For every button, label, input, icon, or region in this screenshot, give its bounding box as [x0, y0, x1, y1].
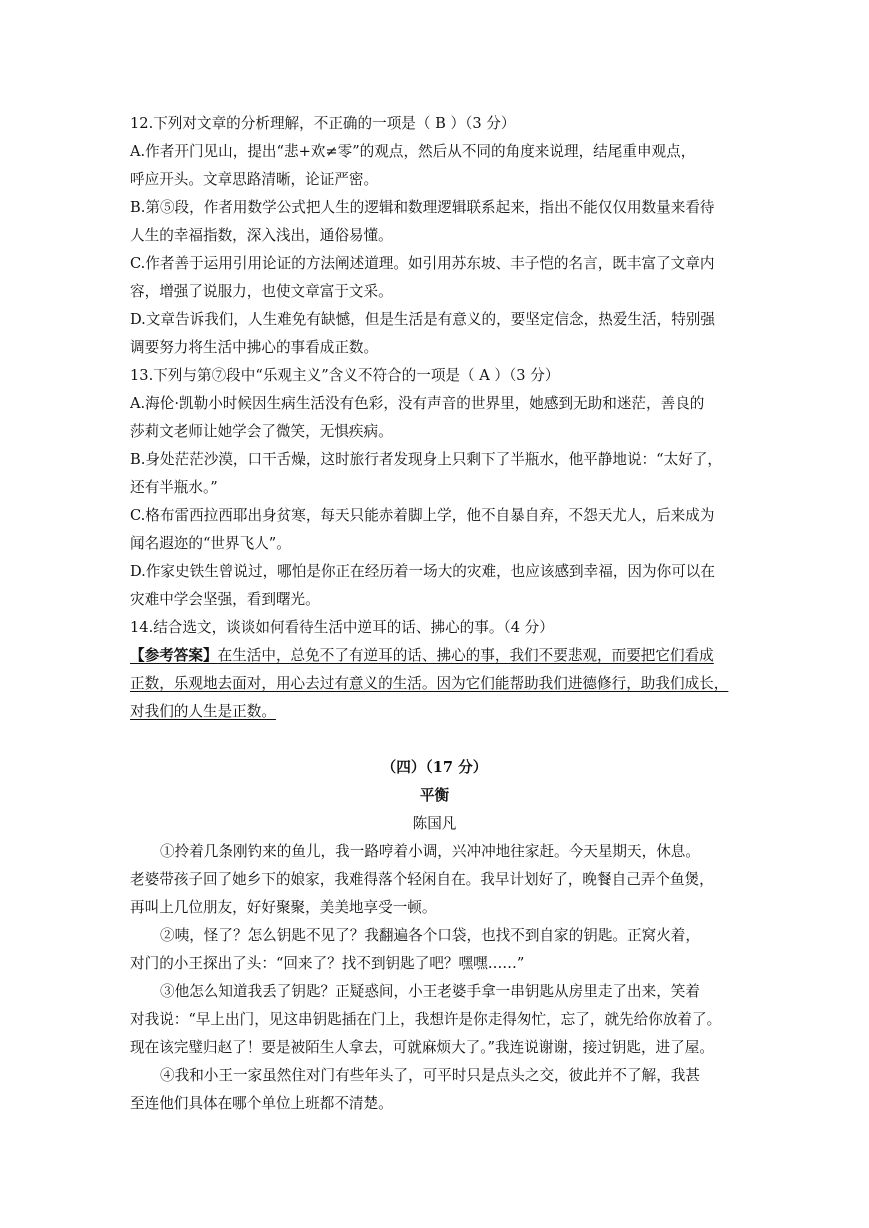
section-header: （四）（17 分）	[381, 759, 488, 776]
q12-option-d-line1: D.文章告诉我们，人生难免有缺憾，但是生活是有意义的，要坚定信念，热爱生活，特别强	[130, 311, 715, 328]
story-p1-line3: 再叫上几位朋友，好好聚聚，美美地享受一顿。	[130, 899, 437, 916]
q13-option-d-line2: 灾难中学会坚强，看到曙光。	[130, 591, 320, 608]
q12-option-d-line2: 调要努力将生活中拂心的事看成正数。	[130, 339, 379, 356]
story-p4-line2: 至连他们具体在哪个单位上班都不清楚。	[130, 1095, 393, 1112]
story-p1-line1: ①拎着几条刚钓来的鱼儿，我一路哼着小调，兴冲冲地往家赶。今天星期天，休息。	[160, 843, 700, 860]
q14-answer-line3: 对我们的人生是正数。	[130, 703, 276, 720]
story-title: 平衡	[419, 787, 450, 804]
story-p1-line2: 老婆带孩子回了她乡下的娘家，我难得落个轻闲自在。我早计划好了，晚餐自己弄个鱼煲，	[130, 871, 714, 888]
q13-option-b-line1: B.身处茫茫沙漠，口干舌燥，这时旅行者发现身上只剩下了半瓶水，他平静地说：“太好了，	[130, 451, 722, 468]
story-p3-line1: ③他怎么知道我丢了钥匙？正疑惑间，小王老婆手拿一串钥匙从房里走了出来，笑着	[160, 983, 700, 1000]
q14-answer-line2: 正数，乐观地去面对，用心去过有意义的生活。因为它们能帮助我们进德修行，助我们成长，	[130, 675, 729, 692]
q13-option-a-line1: A.海伦·凯勒小时候因生病生活没有色彩，没有声音的世界里，她感到无助和迷茫，善良的	[130, 395, 705, 412]
story-p2-line1: ②咦，怪了？怎么钥匙不见了？我翻遍各个口袋，也找不到自家的钥匙。正窝火着，	[160, 927, 700, 944]
story-author: 陈国凡	[412, 815, 457, 832]
q12-option-c-line1: C.作者善于运用引用论证的方法阐述道理。如引用苏东坡、丰子恺的名言，既丰富了文章内	[130, 255, 715, 272]
story-p4-line1: ④我和小王一家虽然住对门有些年头了，可平时只是点头之交，彼此并不了解，我甚	[160, 1067, 700, 1084]
q13-option-d-line1: D.作家史铁生曾说过，哪怕是你正在经历着一场大的灾难，也应该感到幸福，因为你可以在	[130, 563, 715, 580]
q13-stem: 13.下列与第⑦段中“乐观主义”含义不符合的一项是（ A ）（3 分）	[130, 367, 560, 384]
q14-stem: 14.结合选文，谈谈如何看待生活中逆耳的话、拂心的事。（4 分）	[130, 619, 554, 636]
answer-text-1: 在生活中，总免不了有逆耳的话、拂心的事，我们不要悲观，而要把它们看成	[217, 647, 714, 664]
q12-stem: 12.下列对文章的分析理解，不正确的一项是（ B ）（3 分）	[130, 115, 516, 132]
story-p3-line3: 现在该完璧归赵了！要是被陌生人拿去，可就麻烦大了。”我连说谢谢，接过钥匙，进了屋。	[130, 1039, 714, 1056]
q13-option-b-line2: 还有半瓶水。”	[130, 479, 218, 496]
q12-option-b-line1: B.第⑤段，作者用数学公式把人生的逻辑和数理逻辑联系起来，指出不能仅仅用数量来看待	[130, 199, 715, 216]
q12-option-a-line2: 呼应开头。文章思路清晰，论证严密。	[130, 171, 379, 188]
q12-option-b-line2: 人生的幸福指数，深入浅出，通俗易懂。	[130, 227, 393, 244]
story-p3-line2: 对我说：“早上出门，见这串钥匙插在门上，我想许是你走得匆忙，忘了，就先给你放着了。	[130, 1011, 722, 1028]
answer-label: 【参考答案】	[130, 647, 218, 664]
story-p2-line2: 对门的小王探出了头：“回来了？找不到钥匙了吧？嘿嘿……”	[130, 955, 525, 972]
q13-option-c-line1: C.格布雷西拉西耶出身贫寒，每天只能赤着脚上学，他不自暴自弃，不怨天尤人，后来成为	[130, 507, 715, 524]
q13-option-c-line2: 闻名遐迩的“世界飞人”。	[130, 535, 291, 552]
q12-option-a-line1: A.作者开门见山，提出“悲+欢≠零”的观点，然后从不同的角度来说理，结尾重申观点，	[130, 143, 696, 160]
q13-option-a-line2: 莎莉文老师让她学会了微笑，无惧疾病。	[130, 423, 393, 440]
q12-option-c-line2: 容，增强了说服力，也使文章富于文采。	[130, 283, 393, 300]
q14-answer-line1	[130, 646, 714, 666]
